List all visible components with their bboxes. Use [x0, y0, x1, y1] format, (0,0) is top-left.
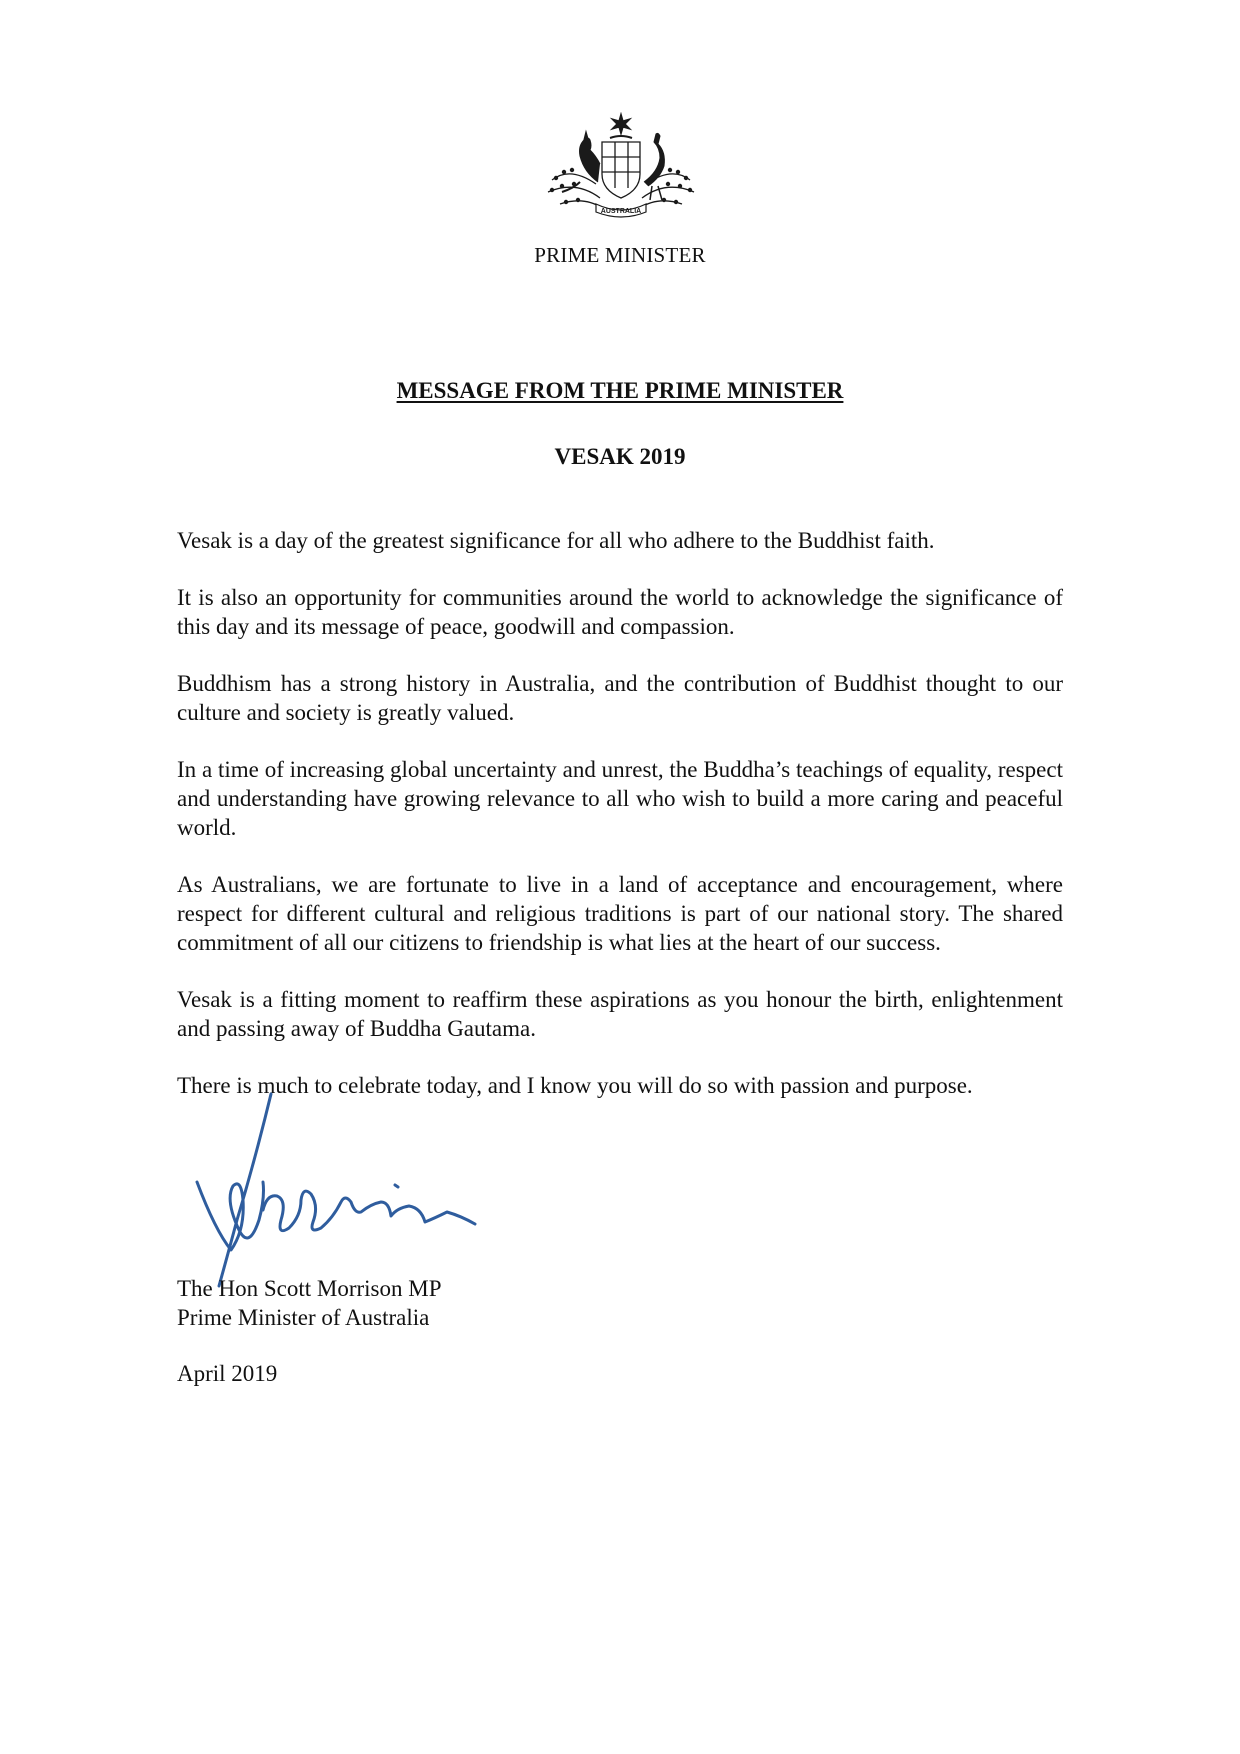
signatory-title: Prime Minister of Australia	[177, 1305, 430, 1330]
message-subheading: VESAK 2019	[554, 444, 686, 469]
body-paragraph: Vesak is a day of the greatest significance for all who adhere to the Buddhist faith.	[177, 528, 935, 553]
body-paragraph: In a time of increasing global uncertainty and unrest, the Buddha’s teachings of equality, respect and understanding have growing relevance to all who wish to build a more caring and peaceful world.	[177, 757, 1063, 840]
office-title: PRIME MINISTER	[534, 243, 706, 267]
body-paragraph: Buddhism has a strong history in Australia, and the contribution of Buddhist thought to our culture and society is greatly valued.	[177, 671, 1063, 725]
signatory-block	[177, 1274, 442, 1332]
body-paragraph: Vesak is a fitting moment to reaffirm these aspirations as you honour the birth, enlightenment and passing away of Buddha Gautama.	[177, 987, 1063, 1041]
coat-of-arms-icon	[540, 112, 702, 222]
body-paragraph: It is also an opportunity for communities around the world to acknowledge the significance of this day and its message of peace, goodwill and compassion.	[177, 585, 1063, 639]
body-paragraph: There is much to celebrate today, and I know you will do so with passion and purpose.	[177, 1073, 973, 1098]
signatory-name: The Hon Scott Morrison MP	[177, 1276, 442, 1301]
message-body	[177, 526, 1063, 1128]
signature-icon	[185, 1090, 495, 1290]
body-paragraph: As Australians, we are fortunate to live in a land of acceptance and encouragement, where respect for different cultural and religious traditions is part of our national story. The shared commitment of all our citizens to friendship is what lies at the heart of our success.	[177, 872, 1063, 955]
crest-scroll-text: AUSTRALIA	[600, 208, 642, 215]
message-heading: MESSAGE FROM THE PRIME MINISTER	[396, 378, 844, 403]
letter-date: April 2019	[177, 1361, 278, 1386]
